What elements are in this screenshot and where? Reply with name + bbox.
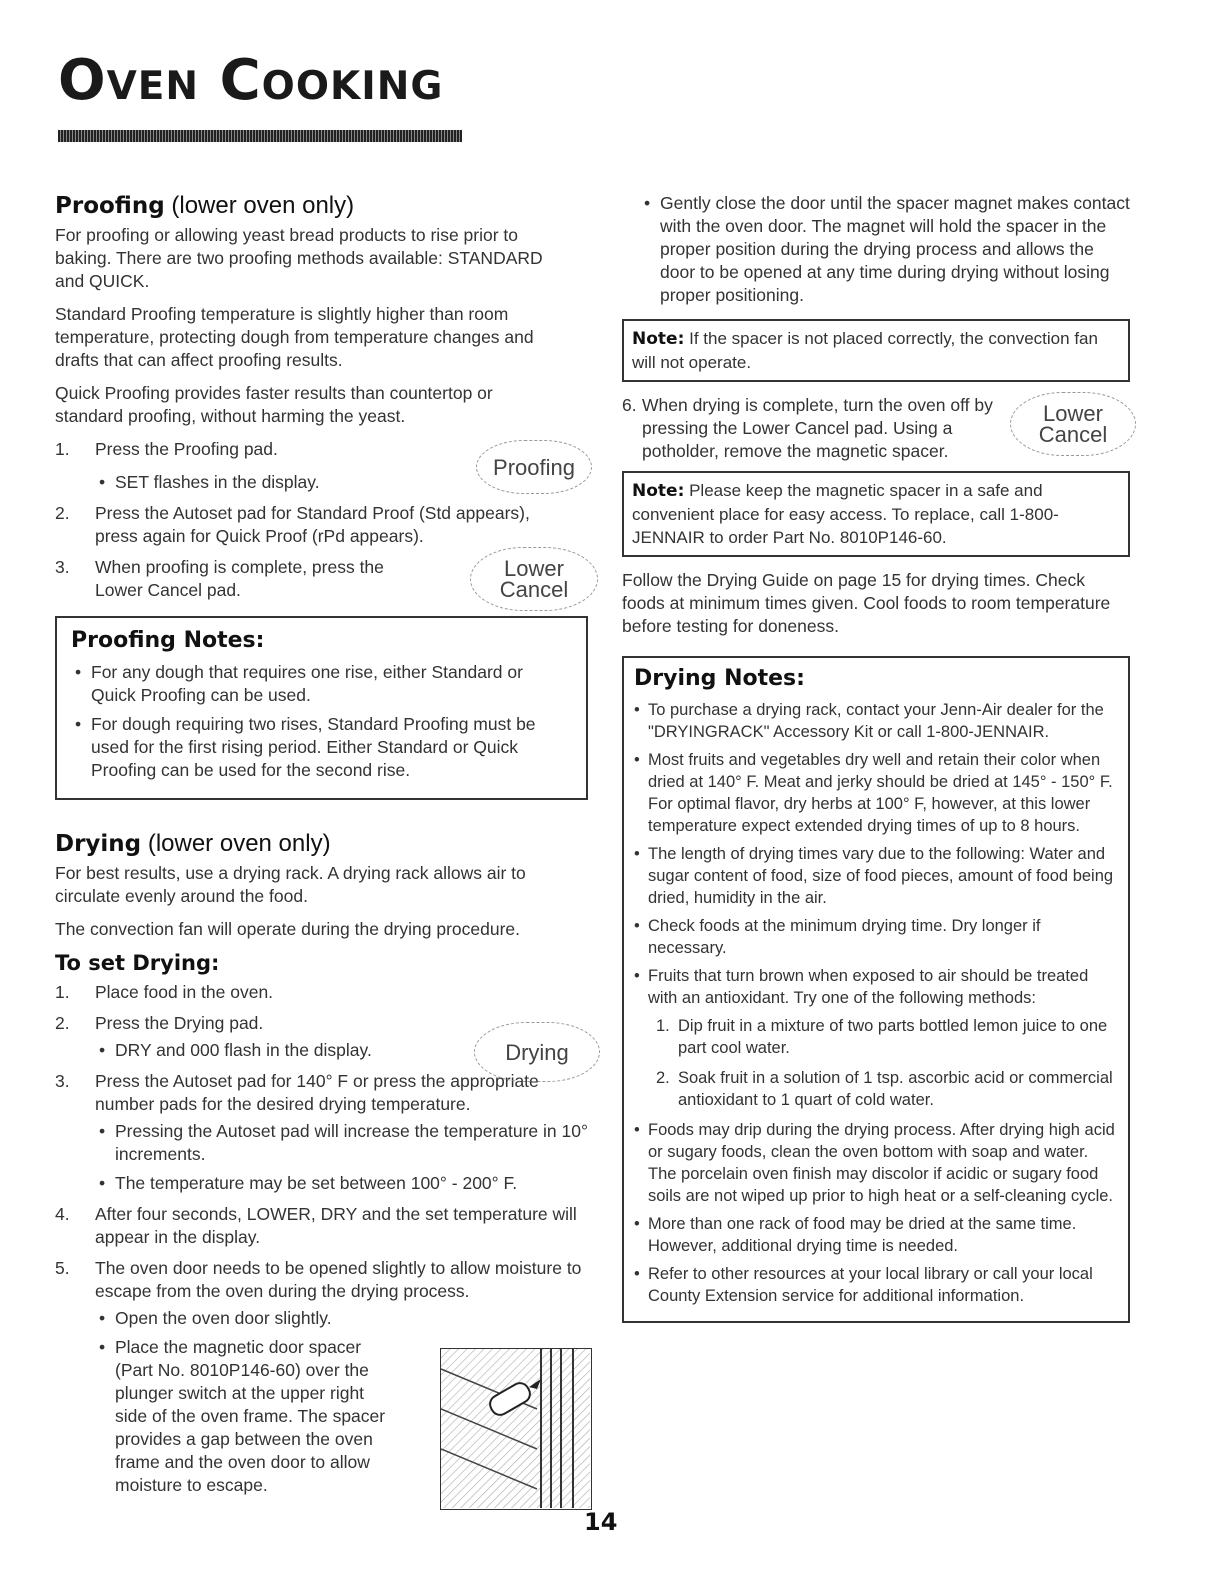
step-text: The oven door needs to be opened slightly to allow moisture to escape from the oven during the drying process. [95,1258,582,1301]
drying-step [55,1203,595,1249]
note-text: Please keep the magnetic spacer in a safe and convenient place for easy access. To replace, call 1-800-JENNAIR to order Part No. 8010P146-60. [632,481,1059,547]
proofing-intro: For proofing or allowing yeast bread products to rise prior to baking. There are two proofing methods available: STANDARD and QUICK. [55,225,543,291]
proofing-quick-text: Quick Proofing provides faster results than countertop or standard proofing, without harming the yeast. [55,383,493,426]
drying-heading [55,830,595,858]
close-door-bullet: • Gently close the door until the spacer magnet makes contact with the oven door. The magnet will hold the spacer in the proper position during the drying process and allows the door to be opened at any time during drying without losing proper positioning. [640,192,1130,307]
step-text: When drying is complete, turn the oven off by pressing the Lower Cancel pad. Using a potholder, remove the magnetic spacer. [642,395,993,461]
note-label: Note: [632,329,685,349]
lower-cancel-pad-label [1039,403,1107,445]
right-column [622,192,1130,1323]
proofing-note-item: • For any dough that requires one rise, either Standard or Quick Proofing can be used. [71,661,551,707]
drying-heading-suffix: (lower oven only) [147,830,331,857]
method-number: 2. [656,1069,670,1087]
step-number: 5. [55,1258,70,1278]
drying-convection-text: The convection fan will operate during the drying procedure. [55,919,520,939]
step-text: After four seconds, LOWER, DRY and the set temperature will appear in the display. [95,1204,577,1247]
drying-step [55,981,595,1004]
step-bullet: • SET flashes in the display. [95,471,595,494]
drying-note-item: • More than one rack of food may be dried at the same time. However, additional drying time is needed. [634,1213,1118,1257]
page-number: 14 [584,1508,618,1536]
drying-note-item: • Most fruits and vegetables dry well and retain their color when dried at 140° F. Meat and jerky should be dried at 145° - 150° F. For optimal flavor, dry herbs at 100° F, however, at this lower temperature expect extended drying times of up to 8 hours. [634,749,1118,837]
step-bullet: • Place the magnetic door spacer (Part No. 8010P146-60) over the plunger switch at the upper right side of the oven frame. The spacer provides a gap between the oven frame and the oven door to allow moisture to escape. [95,1336,395,1497]
step-text: Press the Autoset pad for 140° F or press the appropriate number pads for the desired drying temperature. [95,1071,539,1114]
step-bullet: • The temperature may be set between 100° - 200° F. [95,1172,595,1195]
step-text: Press the Autoset pad for Standard Proof (Std appears), press again for Quick Proof (rPd appears). [95,503,530,546]
drying-notes-title: Drying Notes: [634,666,805,691]
drying-pad-label: Drying [505,1039,569,1065]
step-bullet: • DRY and 000 flash in the display. [95,1039,595,1062]
page-title: Oven Cooking [58,48,444,113]
proofing-notes-box [55,616,588,800]
note-label: Note: [632,481,685,501]
pad-line-1: Lower [504,556,564,581]
step-number: 1. [55,982,70,1002]
method-item [634,1067,1118,1111]
drying-intro: For best results, use a drying rack. A drying rack allows air to circulate evenly around the food. [55,863,526,906]
step-text: Place food in the oven. [95,982,274,1002]
step-number: 1. [55,439,70,459]
antioxidant-methods [634,1015,1118,1111]
step-number: 6. [622,395,637,415]
drying-note-item: • Fruits that turn brown when exposed to air should be treated with an antioxidant. Try one of the following methods: [634,965,1118,1009]
drying-note-item: • The length of drying times vary due to the following: Water and sugar content of food, size of food pieces, amount of food being dried, humidity in the air. [634,843,1118,909]
pad-line-1: Lower [1043,401,1103,426]
oven-door-spacer-illustration [440,1348,592,1510]
method-number: 1. [656,1017,670,1035]
title-underline [58,130,462,142]
drying-note-item: • Refer to other resources at your local library or call your local County Extension service for additional information. [634,1263,1118,1307]
proofing-standard-text: Standard Proofing temperature is slightly higher than room temperature, protecting dough from temperature changes and drafts that can affect proofing results. [55,304,534,370]
drying-note-item: • Foods may drip during the drying process. After drying high acid or sugary foods, clean the oven bottom with soap and water. The porcelain oven finish may discolor if acidic or sugary food soils are not wiped up prior to high heat or a self-cleaning cycle. [634,1119,1118,1207]
note-replace-box [622,471,1130,557]
step-number: 2. [55,1013,70,1033]
method-text: Soak fruit in a solution of 1 tsp. ascorbic acid or commercial antioxidant to 1 quart of cold water. [678,1069,1113,1109]
step-number: 3. [55,557,70,577]
lower-cancel-pad-icon [1010,392,1136,456]
pad-line-2: Cancel [499,577,569,602]
proofing-heading [55,192,595,220]
note-spacer-box [622,319,1130,382]
step-bullet: • Open the oven door slightly. [95,1307,395,1330]
step-number: 4. [55,1204,70,1224]
step-bullet: • Pressing the Autoset pad will increase the temperature in 10° increments. [95,1120,595,1166]
lower-cancel-pad-icon [470,547,598,611]
to-set-drying-heading: To set Drying: [55,951,220,975]
step-text: Press the Drying pad. [95,1013,264,1033]
step-text: Press the Proofing pad. [95,439,278,459]
drying-notes-box [622,656,1130,1323]
proofing-heading-suffix: (lower oven only) [171,192,355,219]
step-number: 2. [55,503,70,523]
left-column [55,192,595,1505]
drying-step [622,394,1012,463]
step-text: When proofing is complete, press the Lower Cancel pad. [95,557,384,600]
drying-heading-main: Drying [55,831,142,857]
proofing-notes-title: Proofing Notes: [71,628,265,653]
proofing-step [55,556,395,602]
note-text: If the spacer is not placed correctly, the convection fan will not operate. [632,329,1098,372]
proofing-pad-icon [476,440,592,494]
proofing-heading-main: Proofing [55,193,165,219]
proofing-note-item: • For dough requiring two rises, Standard Proofing must be used for the first rising period. Either Standard or Quick Proofing can be used for the second rise. [71,713,551,782]
door-spacer-drawing [441,1349,590,1508]
drying-note-item: • To purchase a drying rack, contact your Jenn-Air dealer for the "DRYINGRACK" Accessory Kit or call 1-800-JENNAIR. [634,699,1118,743]
drying-step [55,1070,595,1195]
drying-pad-icon [474,1022,600,1082]
method-text: Dip fruit in a mixture of two parts bottled lemon juice to one part cool water. [678,1017,1108,1057]
proofing-step [55,502,565,548]
lower-cancel-pad-label [500,558,568,600]
method-item [634,1015,1118,1059]
drying-guide-text: Follow the Drying Guide on page 15 for drying times. Check foods at minimum times given. Cool foods to room temperature before testing for doneness. [622,570,1111,636]
pad-line-2: Cancel [1038,422,1108,447]
proofing-pad-label: Proofing [493,454,575,480]
step-number: 3. [55,1071,70,1091]
drying-note-item: • Check foods at the minimum drying time. Dry longer if necessary. [634,915,1118,959]
